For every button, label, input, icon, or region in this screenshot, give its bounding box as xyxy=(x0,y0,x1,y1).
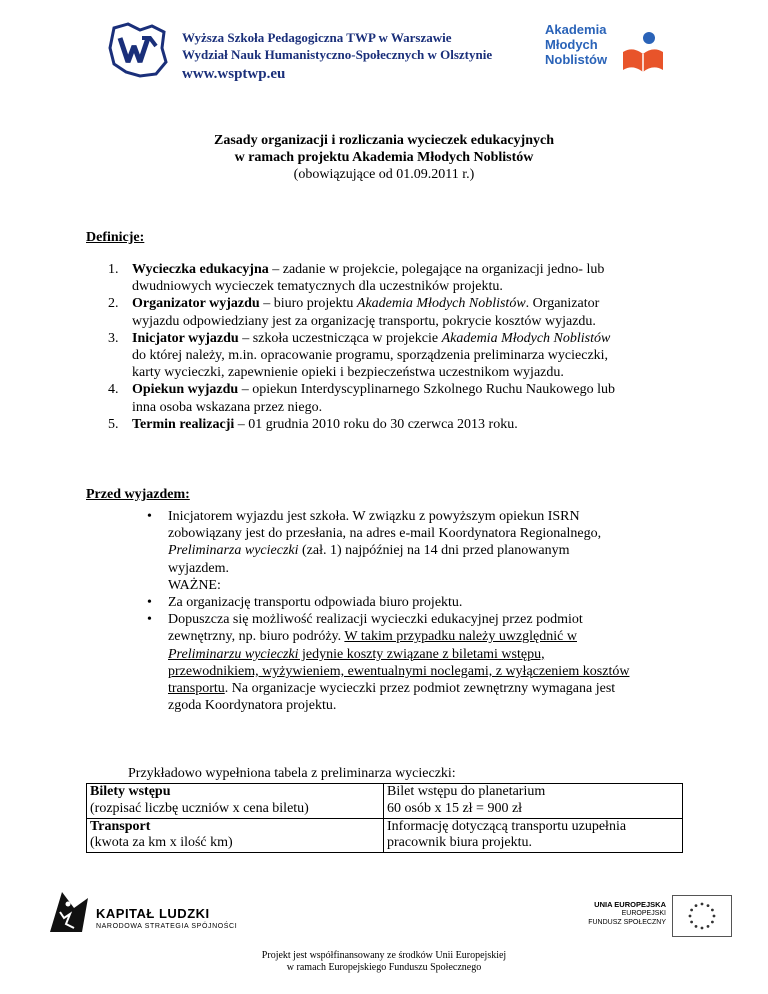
bullet-text: . Na organizacje wycieczki przez podmiot zewnętrzny wymagana jest xyxy=(224,681,616,697)
eu-label-line1: UNIA EUROPEJSKA xyxy=(594,900,666,909)
kapital-ludzki-name: KAPITAŁ LUDZKI xyxy=(96,906,210,921)
header-faculty-name: Wydział Nauk Humanistyczno-Społecznych w Olsztynie xyxy=(182,47,493,62)
table-cell-value xyxy=(384,818,683,853)
bullet-text: (zał. 1) najpóźniej na 14 dni przed planowanym xyxy=(298,543,570,559)
bullet-icon: • xyxy=(147,612,152,628)
definition-term: Termin realizacji xyxy=(132,416,235,432)
bullet-text: zobowiązany jest do przesłania, na adres e-mail Koordynatora Regionalnego, xyxy=(168,526,602,542)
open-book-icon xyxy=(621,30,665,76)
title-line2: w ramach projektu Akademia Młodych Noblistów xyxy=(234,150,534,165)
bullet-italic-text: Preliminarzu wycieczki xyxy=(168,646,299,662)
bullet-item xyxy=(147,508,673,594)
row-value: Bilet wstępu do planetarium xyxy=(387,784,546,799)
definition-text: . Organizator xyxy=(525,296,600,312)
definition-item xyxy=(108,261,674,295)
footer-funding-note xyxy=(0,950,768,974)
bullet-text: zewnętrzny, np. biuro podróży. xyxy=(168,629,345,645)
wsp-twp-logo xyxy=(106,18,170,82)
definition-number: 5. xyxy=(108,416,119,432)
amn-logo-line3: Noblistów xyxy=(545,52,608,67)
row-sublabel: (rozpisać liczbę uczniów x cena biletu) xyxy=(90,800,309,816)
definitions-list xyxy=(108,261,674,433)
definition-item xyxy=(108,295,674,329)
bullet-text: Inicjatorem wyjazdu jest szkoła. W związku z powyższym opiekun ISRN xyxy=(168,509,580,524)
table-cell-value xyxy=(384,784,683,819)
bullet-underlined-text: przewodnikiem, wyżywieniem, ewentualnymi noclegami, z wyłączeniem kosztów xyxy=(168,663,630,679)
definition-text: – biuro projektu xyxy=(259,296,357,312)
bullet-text: Za organizację transportu odpowiada biuro projektu. xyxy=(168,595,463,611)
eu-fund-label xyxy=(570,900,666,927)
definition-number: 4. xyxy=(108,382,119,398)
title-line1: Zasady organizacji i rozliczania wycieczek edukacyjnych xyxy=(214,133,554,148)
definitions-heading: Definicje: xyxy=(86,230,145,245)
definition-text: do której należy, m.in. opracowanie programu, sporządzenia preliminarza wycieczki, xyxy=(132,348,609,364)
definition-item xyxy=(108,381,674,415)
definition-item xyxy=(108,416,674,433)
definition-number: 3. xyxy=(108,330,119,346)
amn-logo-line2: Młodych xyxy=(545,37,598,52)
bullet-icon: • xyxy=(147,509,152,524)
row-value: 60 osób x 15 zł = 900 zł xyxy=(387,800,523,816)
eu-flag-icon xyxy=(672,895,732,937)
bullet-item xyxy=(147,611,673,714)
bullet-text: wyjazdem. xyxy=(168,560,230,576)
table-row xyxy=(87,784,683,819)
table-cell-label xyxy=(87,818,384,853)
definition-term: Opiekun wyjazdu xyxy=(132,382,239,398)
row-label: Bilety wstępu xyxy=(90,784,171,799)
definition-text: – zadanie w projekcie, polegające na organizacji jedno- lub xyxy=(268,262,605,277)
bullet-underlined-text: jedynie koszty związane z biletami wstępu, xyxy=(298,646,545,662)
table-cell-label xyxy=(87,784,384,819)
kapital-ludzki-subtitle: NARODOWA STRATEGIA SPÓJNOŚCI xyxy=(96,923,238,930)
title-line3: (obowiązujące od 01.09.2011 r.) xyxy=(293,167,475,182)
bullet-text: Dopuszcza się możliwość realizacji wycieczki edukacyjnej przez podmiot xyxy=(168,612,583,628)
bullet-italic-text: Preliminarza wycieczki xyxy=(168,543,299,559)
bullet-icon: • xyxy=(147,595,152,611)
definition-number: 1. xyxy=(108,262,119,277)
example-cost-table xyxy=(86,783,683,853)
definition-project-name: Akademia Młodych Noblistów xyxy=(356,296,526,312)
footer-line1: Projekt jest współfinansowany ze środków Unii Europejskiej xyxy=(261,950,507,961)
document-title xyxy=(0,132,768,183)
row-value: Informację dotyczącą transportu uzupełnia xyxy=(387,818,627,834)
definition-term: Organizator wyjazdu xyxy=(132,296,260,312)
bullet-item xyxy=(147,594,673,611)
definition-text: dwudniowych wycieczek tematycznych dla uczestników projektu. xyxy=(132,279,503,295)
amn-logo-line1: Akademia xyxy=(545,22,607,37)
row-sublabel: (kwota za km x ilość km) xyxy=(90,835,233,851)
definition-text: – opiekun Interdyscyplinarnego Szkolnego Ruchu Naukowego lub xyxy=(238,382,615,398)
kapital-ludzki-logo-icon xyxy=(44,888,92,936)
bullet-underlined-text: transportu xyxy=(168,681,225,697)
bullet-underlined-text: W takim przypadku należy uwzględnić w xyxy=(344,629,577,645)
before-trip-list xyxy=(147,508,673,714)
definition-term: Inicjator wyjazdu xyxy=(132,330,239,346)
header-url[interactable]: www.wsptwp.eu xyxy=(182,66,286,82)
bullet-text: zgoda Koordynatora projektu. xyxy=(168,698,337,714)
definition-text: karty wycieczki, zapewnienie opieki i bezpieczeństwa uczestnikom wyjazdu. xyxy=(132,365,564,381)
definition-number: 2. xyxy=(108,296,119,312)
table-row xyxy=(87,818,683,853)
header-school-name: Wyższa Szkoła Pedagogiczna TWP w Warszawie xyxy=(182,30,452,45)
eu-label-line2: EUROPEJSKI xyxy=(621,910,666,917)
important-label: WAŻNE: xyxy=(168,577,221,593)
akademia-mlodych-noblistow-logo xyxy=(545,22,665,86)
before-trip-heading: Przed wyjazdem: xyxy=(86,487,190,502)
table-caption: Przykładowo wypełniona tabela z preliminarza wycieczki: xyxy=(128,766,456,781)
definition-project-name: Akademia Młodych Noblistów xyxy=(441,330,611,346)
row-value: pracownik biura projektu. xyxy=(387,835,533,851)
definition-text: – szkoła uczestnicząca w projekcie xyxy=(238,330,442,346)
definition-text: wyjazdu odpowiedziany jest za organizację transportu, pokrycie kosztów wyjazdu. xyxy=(132,313,596,329)
row-label: Transport xyxy=(90,818,151,834)
definition-term: Wycieczka edukacyjna xyxy=(132,262,269,277)
definition-text: – 01 grudnia 2010 roku do 30 czerwca 2013 roku. xyxy=(234,416,518,432)
eu-label-line3: FUNDUSZ SPOŁECZNY xyxy=(588,919,666,926)
footer-line2: w ramach Europejskiego Funduszu Społecznego xyxy=(286,962,482,973)
definition-text: inna osoba wskazana przez niego. xyxy=(132,399,323,415)
definition-item xyxy=(108,330,674,382)
